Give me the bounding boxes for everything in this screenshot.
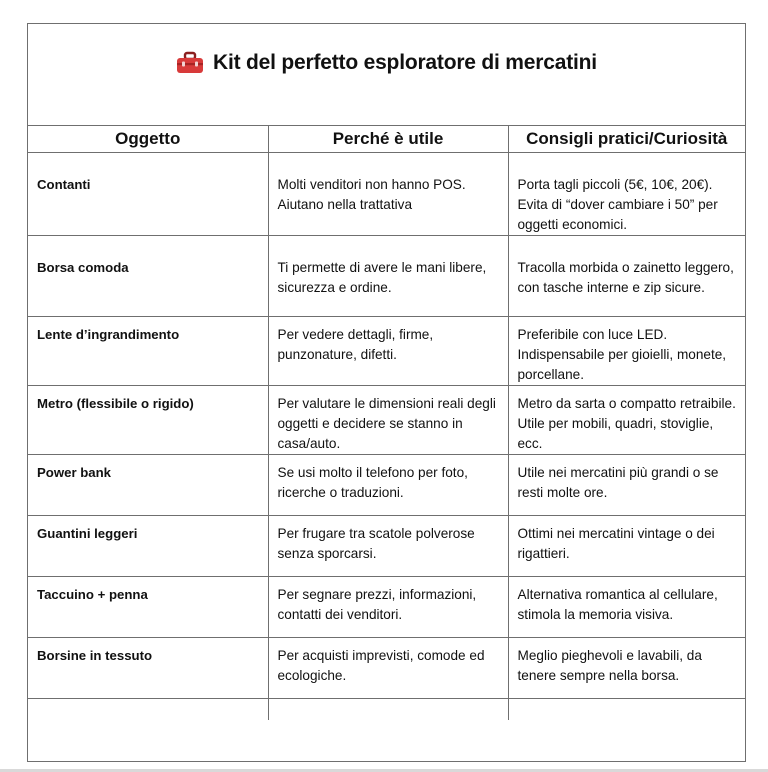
empty-cell [508,698,745,720]
table-row [28,152,745,235]
cell-perche: Per frugare tra scatole polverose senza sporcarsi. [268,515,508,576]
table-header-row [28,126,745,152]
cell-oggetto: Metro (flessibile o rigido) [28,385,268,454]
cell-perche: Per vedere dettagli, firme, punzonature, difetti. [268,316,508,385]
column-header-perche: Perché è utile [268,126,508,152]
cell-oggetto: Taccuino + penna [28,576,268,637]
cell-oggetto: Contanti [28,152,268,235]
cell-perche: Se usi molto il telefono per foto, ricerche o traduzioni. [268,454,508,515]
cell-oggetto: Borsa comoda [28,235,268,316]
empty-cell [28,698,268,720]
table-row [28,576,745,637]
toolbox-icon [175,51,205,75]
empty-cell [268,698,508,720]
cell-perche: Molti venditori non hanno POS. Aiutano nella trattativa [268,152,508,235]
column-header-oggetto: Oggetto [28,126,268,152]
table-row [28,637,745,698]
column-header-consigli: Consigli pratici/Curiosità [508,126,745,152]
table-row [28,385,745,454]
cell-oggetto: Lente d’ingrandimento [28,316,268,385]
page-title [175,51,597,75]
title-text: Kit del perfetto esploratore di mercatini [213,51,597,74]
table-row [28,235,745,316]
cell-perche: Per acquisti imprevisti, comode ed ecologiche. [268,637,508,698]
cell-consigli: Preferibile con luce LED. Indispensabile per gioielli, monete, porcellane. [508,316,745,385]
kit-table [28,126,745,720]
cell-oggetto: Borsine in tessuto [28,637,268,698]
document-sheet [27,23,746,762]
cell-consigli: Metro da sarta o compatto retraibile. Utile per mobili, quadri, stoviglie, ecc. [508,385,745,454]
title-row [28,24,745,126]
cell-consigli: Meglio pieghevoli e lavabili, da tenere sempre nella borsa. [508,637,745,698]
cell-perche: Ti permette di avere le mani libere, sicurezza e ordine. [268,235,508,316]
cell-perche: Per valutare le dimensioni reali degli oggetti e decidere se stanno in casa/auto. [268,385,508,454]
cell-consigli: Tracolla morbida o zainetto leggero, con tasche interne e zip sicure. [508,235,745,316]
table-row [28,454,745,515]
cell-perche: Per segnare prezzi, informazioni, contatti dei venditori. [268,576,508,637]
cell-consigli: Porta tagli piccoli (5€, 10€, 20€). Evita di “dover cambiare i 50” per oggetti economici. [508,152,745,235]
cell-consigli: Ottimi nei mercatini vintage o dei rigattieri. [508,515,745,576]
cell-oggetto: Power bank [28,454,268,515]
table-row-empty [28,698,745,720]
table-row [28,316,745,385]
cell-oggetto: Guantini leggeri [28,515,268,576]
table-row [28,515,745,576]
cell-consigli: Utile nei mercatini più grandi o se resti molte ore. [508,454,745,515]
cell-consigli: Alternativa romantica al cellulare, stimola la memoria visiva. [508,576,745,637]
